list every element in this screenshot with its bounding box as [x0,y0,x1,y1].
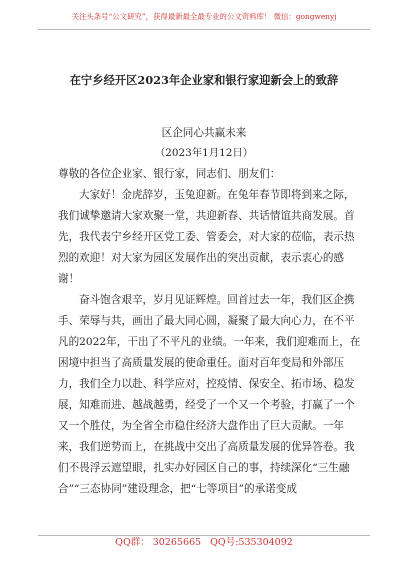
footer-contact [38,536,370,550]
document-body [58,164,364,500]
document-title: 在宁乡经开区2023年企业家和银行家迎新会上的致辞 [69,73,339,87]
header-divider [38,29,370,30]
document-subtitle: 区企同心共赢未来 [161,127,247,139]
paragraph-1: 大家好！金虎辞岁，玉兔迎新。在兔年春节即将到来之际，我们诚挚邀请大家欢聚一堂，共迎新春、共话情谊共商发展。首先，我代表宁乡经开区党工委、管委会，对大家的莅临，表示热烈的欢迎！对大家为园区发展作出的突出贡献，表示衷心的感谢！ [58,189,355,285]
document-date: （2023年1月12日） [154,147,254,159]
paragraph-2: 奋斗饱含艰辛，岁月见证辉煌。回首过去一年，我们区企携手、荣辱与共，画出了最大同心圆，凝聚了最大向心力，在不平凡的2022年，干出了不平凡的业绩。一年来，我们迎难而上，在困境中担当了高质量发展的使命重任。面对百年变局和外部压力，我们全力以赴、科学应对，控疫情、保安全、拓市场、稳发展，知难而进、越战越勇，经受了一个又一个考验，打赢了一个又一个胜仗，为全省全市稳住经济大盘作出了巨大贡献。一年来，我们逆势而上，在挑战中交出了高质量发展的优异答卷。我们不畏浮云遮望眼，扎实办好园区自己的事，持续深化“三生融合”“三态协同”建设理念，把“七等项目”的承诺变成 [58,294,361,495]
footer-qq-number: QQ号:535304092 [210,537,293,548]
salutation: 尊敬的各位企业家、银行家，同志们、朋友们： [58,168,281,180]
footer-qq-group: QQ群： 30265665 [115,537,202,548]
header-banner: 关注头条号“公文研究”，获得最新最全最专业的公文资料库！ 微信：gongwenyj [71,12,337,21]
